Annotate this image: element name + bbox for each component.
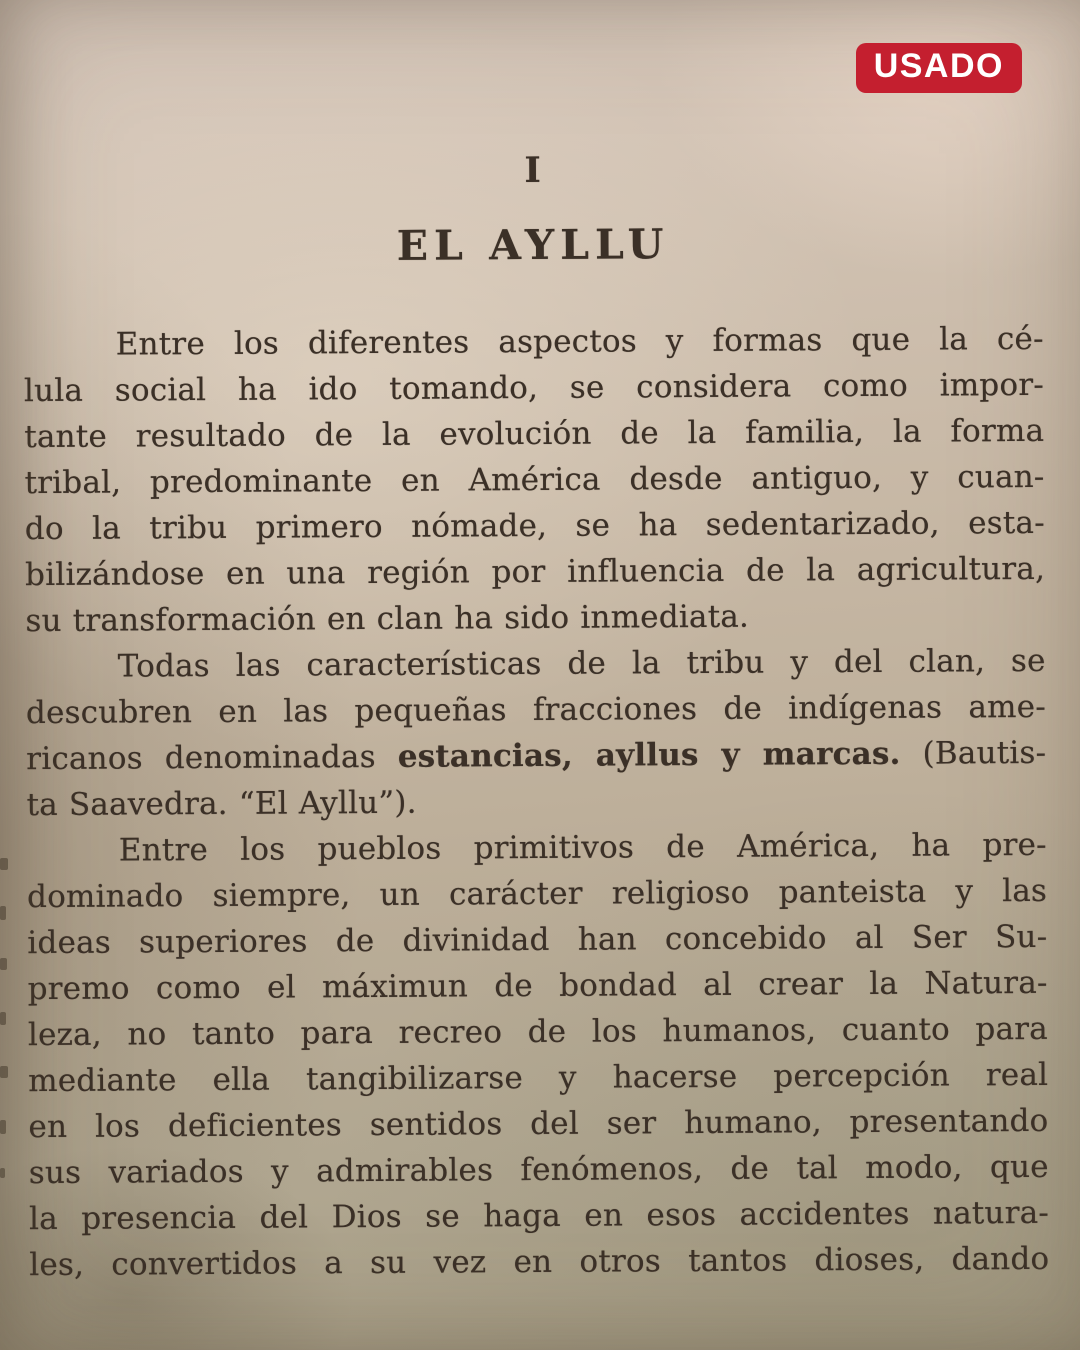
text-line: en los deficientes sentidos del ser humano, presentando [28,1102,1049,1146]
page-edge-mark [0,1168,5,1178]
text-line: descubren en las pequeñas fracciones de indígenas ame- [25,688,1047,732]
paragraph [27,822,1050,1288]
page-edge-mark [0,1012,6,1025]
page-edge-mark [0,1120,6,1134]
text-line: tante resultado de la evolución de la familia, la forma [24,412,1045,456]
page-edge-mark [0,958,7,970]
page-text [23,147,1050,1288]
page-edge-mark [0,1066,8,1078]
text-line: Entre los diferentes aspectos y formas que la cé- [115,320,1044,363]
text-line: premo como el máximun de bondad al crear la Natura- [27,964,1048,1008]
text-line: dominado siempre, un carácter religioso panteista y las [26,872,1048,916]
text-line: leza, no tanto para recreo de los humanos, cuanto para [27,1010,1049,1054]
page-edge-mark [0,858,8,870]
usado-badge: USADO [856,43,1022,93]
page-edge-mark [0,906,6,920]
body-paragraphs [24,316,1050,1288]
text-line: mediante ella tangibilizarse y hacerse percepción real [28,1056,1049,1100]
text-line: ta Saavedra. “El Ayllu”). [26,784,417,824]
text-line: su transformación en clan ha sido inmediata. [25,598,750,640]
text-line: les, convertidos a su vez en otros tantos dioses, dando [29,1240,1050,1284]
text-line: la presencia del Dios se haga en esos accidentes natura- [28,1194,1050,1238]
text-line: ideas superiores de divinidad han concebido al Ser Su- [27,918,1048,962]
text-line: bilizándose en una región por influencia de la agricultura, [25,550,1046,594]
text-line: ricanos denominadas estancias, ayllus y marcas. (Bautis- [26,734,1047,778]
paragraph [26,638,1047,828]
text-line: Todas las características de la tribu y del clan, se [117,642,1046,685]
text-line: do la tribu primero nómade, se ha sedentarizado, esta- [24,504,1045,548]
text-line: lula social ha ido tomando, se considera como impor- [23,366,1045,410]
paragraph [24,316,1046,644]
text-line: tribal, predominante en América desde antiguo, y cuan- [24,458,1045,502]
chapter-title: EL AYLLU [396,220,670,270]
text-line: sus variados y admirables fenómenos, de tal modo, que [28,1148,1049,1192]
chapter-numeral: I [524,149,541,192]
text-line: Entre los pueblos primitivos de América, ha pre- [118,826,1047,869]
